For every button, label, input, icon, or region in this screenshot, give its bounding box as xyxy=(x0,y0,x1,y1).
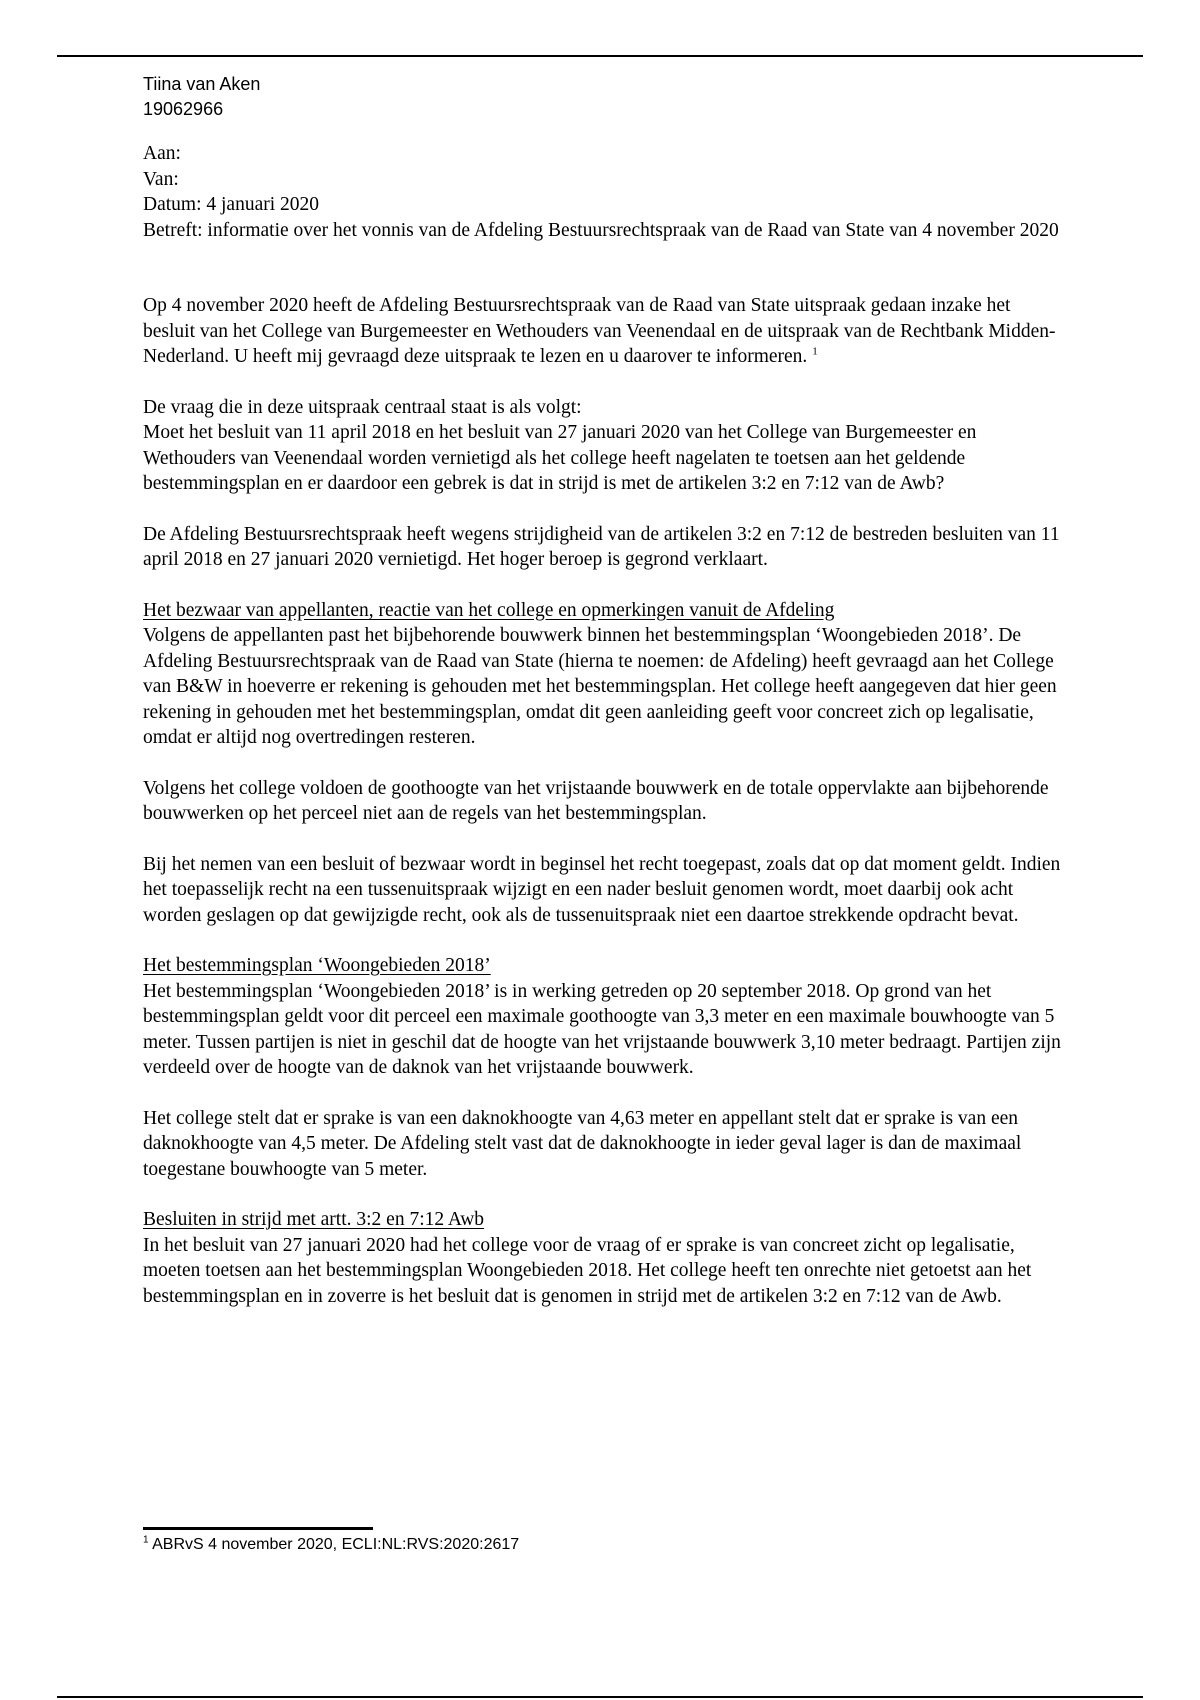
section-paragraph: In het besluit van 27 januari 2020 had het college voor de vraag of er sprake is van concreet zicht op legalisatie, moeten toetsen aan het bestemmingsplan Woongebieden 2018. Het college heeft ten onrechte niet getoetst aan het bestemmingsplan en in zoverre is het besluit dat is genomen in strijd met de artikelen 3:2 en 7:12 van de Awb. xyxy=(143,1234,1032,1307)
footnote-number: 1 xyxy=(143,1534,149,1546)
page-top-rule xyxy=(57,55,1143,57)
memo-to: Aan: xyxy=(143,143,181,164)
section-decisions xyxy=(143,1207,1063,1309)
section-paragraph: Volgens de appellanten past het bijbehorende bouwwerk binnen het bestemmingsplan ‘Woongebieden 2018’. De Afdeling Bestuursrechtspraak van de Raad van State (hierna te noemen: de Afdeling) heeft gevraagd aan het College van B&W in hoeverre er rekening is gehouden met het bestemmingsplan. Het college heeft aangegeven dat hier geen rekening in gehouden met het bestemmingsplan, omdat dit geen aanleiding geeft voor concreet zich op legalisatie, omdat er altijd nog overtredingen resteren. xyxy=(143,625,1057,748)
page-bottom-rule xyxy=(57,1696,1143,1698)
section-zoning-plan xyxy=(143,953,1063,1182)
footnote xyxy=(143,1534,519,1556)
answer-paragraph: De Afdeling Bestuursrechtspraak heeft wegens strijdigheid van de artikelen 3:2 en 7:12 de bestreden besluiten van 11 april 2018 en 27 januari 2020 vernietigd. Het hoger beroep is gegrond verklaart. xyxy=(143,523,1060,570)
section-heading: Het bestemmingsplan ‘Woongebieden 2018’ xyxy=(143,955,491,976)
footnote-text: ABRvS 4 november 2020, ECLI:NL:RVS:2020:2617 xyxy=(152,1536,520,1553)
document-page xyxy=(143,72,1063,1309)
section-heading: Het bezwaar van appellanten, reactie van het college en opmerkingen vanuit de Afdeling xyxy=(143,599,835,621)
memo-header xyxy=(143,141,1063,243)
memo-date: Datum: 4 januari 2020 xyxy=(143,194,320,215)
author-name: Tiina van Aken xyxy=(143,74,261,94)
author-block xyxy=(143,72,1063,122)
section-paragraph: Volgens het college voldoen de goothoogte van het vrijstaande bouwwerk en de totale oppervlakte aan bijbehorende bouwwerken op het perceel niet aan de regels van het bestemmingsplan. xyxy=(143,777,1049,824)
student-number: 19062966 xyxy=(143,99,224,119)
intro-text: Op 4 november 2020 heeft de Afdeling Bestuursrechtspraak van de Raad van State uitspraak gedaan inzake het besluit van het College van Burgemeester en Wethouders van Veenendaal en de uitspraak van de Rechtbank Midden-Nederland. U heeft mij gevraagd deze uitspraak te lezen en u daarover te informeren. xyxy=(143,295,1056,367)
section-objection xyxy=(143,598,1063,929)
section-paragraph: Het college stelt dat er sprake is van een daknokhoogte van 4,63 meter en appellant stelt dat er sprake is van een daknokhoogte van 4,5 meter. De Afdeling stelt vast dat de daknokhoogte in ieder geval lager is dan de maximaal toegestane bouwhoogte van 5 meter. xyxy=(143,1107,1022,1180)
footnote-ref: 1 xyxy=(812,345,818,358)
memo-subject: Betreft: informatie over het vonnis van de Afdeling Bestuursrechtspraak van de Raad van State van 4 november 2020 xyxy=(143,219,1059,241)
intro-paragraph xyxy=(143,293,1063,370)
section-paragraph: Bij het nemen van een besluit of bezwaar wordt in beginsel het recht toegepast, zoals dat op dat moment geldt. Indien het toepasselijk recht na een tussenuitspraak wijzigt en een nader besluit genomen wordt, moet daarbij ook acht worden geslagen op dat gewijzigde recht, ook als de tussenuitspraak niet een daartoe strekkende opdracht bevat. xyxy=(143,853,1061,926)
memo-from: Van: xyxy=(143,168,179,190)
footnote-separator xyxy=(143,1527,373,1530)
section-heading: Besluiten in strijd met artt. 3:2 en 7:12 Awb xyxy=(143,1209,485,1230)
section-paragraph: Het bestemmingsplan ‘Woongebieden 2018’ is in werking getreden op 20 september 2018. Op grond van het bestemmingsplan geldt voor dit perceel een maximale goothoogte van 3,3 meter en een maximale bouwhoogte van 5 meter. Tussen partijen is niet in geschil dat de hoogte van het vrijstaande bouwwerk 3,10 meter bedraagt. Partijen zijn verdeeld over de hoogte van de daknok van het vrijstaande bouwwerk. xyxy=(143,980,1061,1078)
question-lead: De vraag die in deze uitspraak centraal staat is als volgt: xyxy=(143,396,582,418)
question-text: Moet het besluit van 11 april 2018 en het besluit van 27 januari 2020 van het College van Burgemeester en Wethouders van Veenendaal worden vernietigd als het college heeft nagelaten te toetsen aan het geldende bestemmingsplan en er daardoor een gebrek is dat in strijd is met de artikelen 3:2 en 7:12 van de Awb? xyxy=(143,422,977,494)
